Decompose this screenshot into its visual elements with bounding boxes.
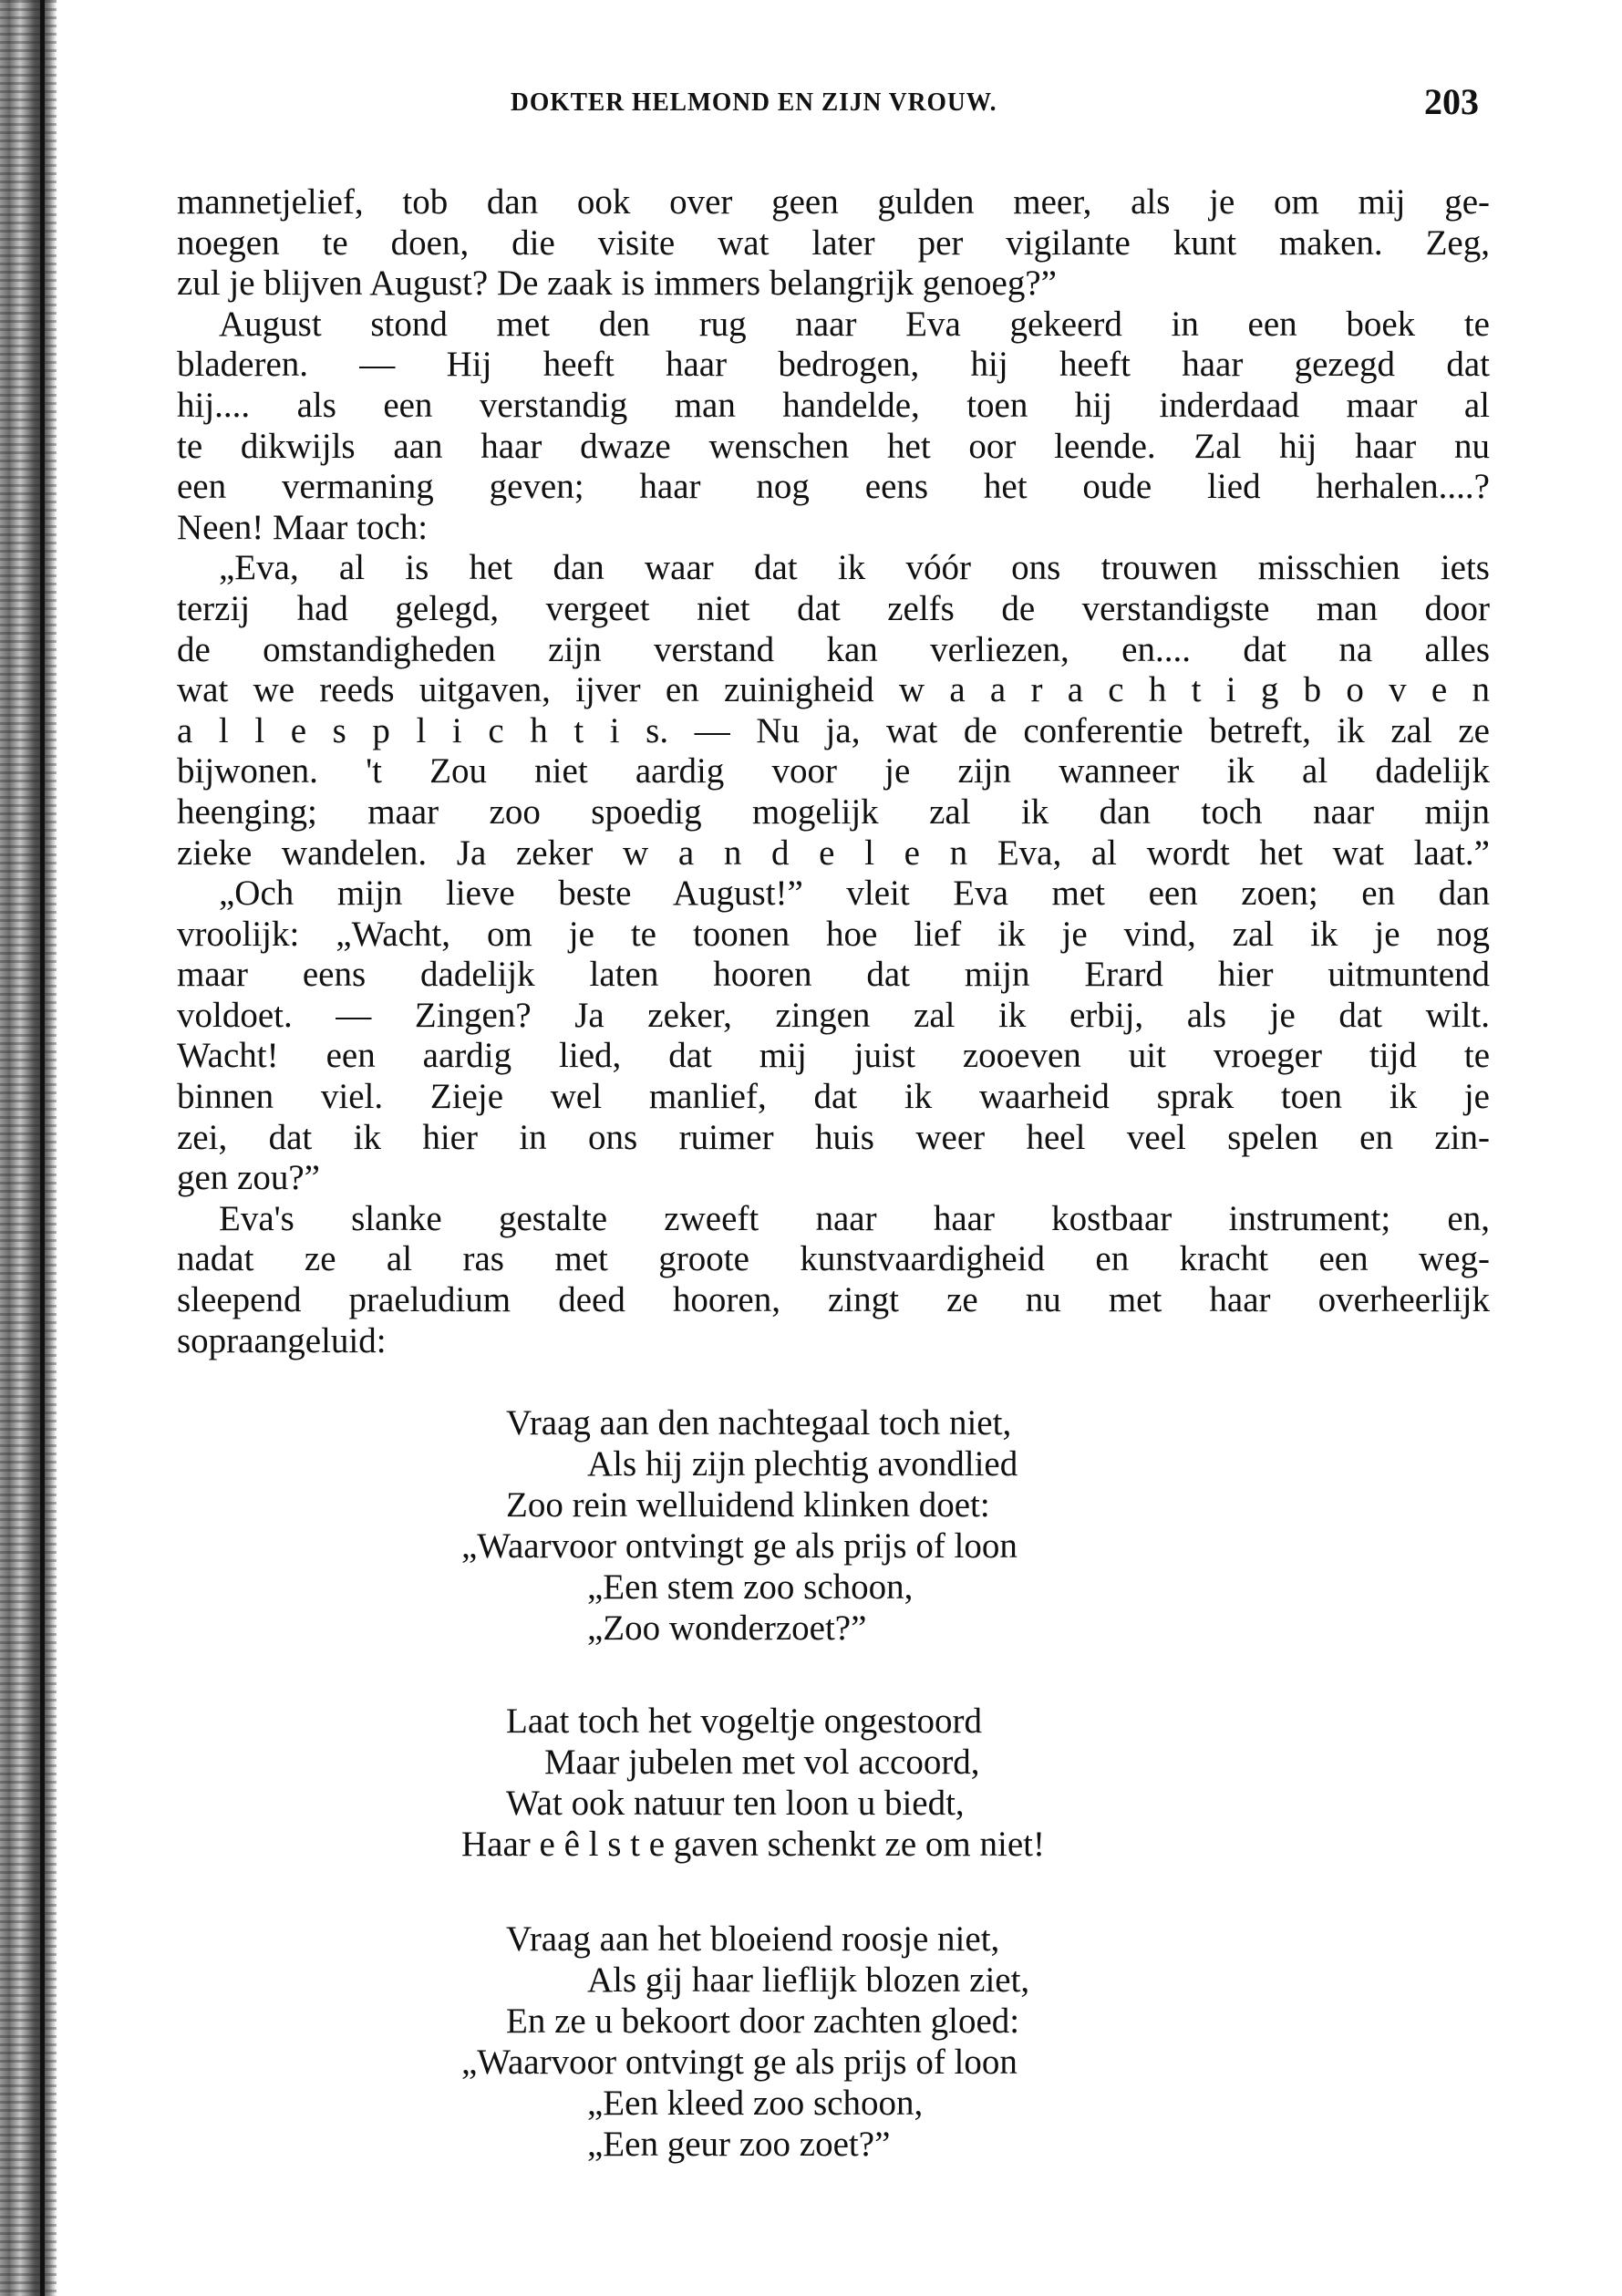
poem-verse: En ze u bekoort door zachten gloed: [506,2001,1020,2041]
text-line: terzij had gelegd, vergeet niet dat zelfs de verstandigste man door [177,588,1490,628]
poem-verse: „Een stem zoo schoon, [587,1567,914,1607]
text-line: Eva's slanke gestalte zweeft naar haar kostbaar instrument; en, [219,1198,1490,1238]
text-line: a l l e s p l i c h t i s. — Nu ja, wat de conferentie betreft, ik zal ze [177,710,1490,750]
text-line: te dikwijls aan haar dwaze wenschen het oor leende. Zal hij haar nu [177,426,1490,466]
text-line: nadat ze al ras met groote kunstvaardigheid en kracht een weg- [177,1239,1490,1279]
page-number: 203 [1424,81,1479,122]
text-line: „Och mijn lieve beste August!” vleit Eva met een zoen; en dan [219,874,1490,914]
poem-verse: Als hij zijn plechtig avondlied [587,1444,1018,1484]
text-line: August stond met den rug naar Eva gekeerd in een boek te [219,304,1490,344]
text-line: sopraangeluid: [177,1320,387,1360]
text-line: een vermaning geven; haar nog eens het oude lied herhalen....? [177,467,1490,507]
poem-verse: Laat toch het vogeltje ongestoord [506,1701,983,1741]
text-line: noegen te doen, die visite wat later per vigilante kunt maken. Zeg, [177,222,1490,263]
text-line: wat we reeds uitgaven, ijver en zuinigheid w a a r a c h t i g b o v e n [177,670,1490,710]
text-line: binnen viel. Zieje wel manlief, dat ik waarheid sprak toen ik je [177,1077,1490,1117]
text-line: Wacht! een aardig lied, dat mij juist zooeven uit vroeger tijd te [177,1036,1490,1076]
text-line: zei, dat ik hier in ons ruimer huis weer heel veel spelen en zin- [177,1117,1490,1157]
text-line: „Eva, al is het dan waar dat ik vóór ons trouwen misschien iets [219,548,1490,588]
prose-body [177,182,1490,1361]
text-line: hij.... als een verstandig man handelde, toen hij inderdaad maar al [177,385,1490,425]
book-binding-edge [0,0,57,2296]
poem-verse: „Een geur zoo zoet?” [587,2125,891,2164]
text-line: maar eens dadelijk laten hooren dat mijn Erard hier uitmuntend [177,955,1490,995]
poem-verse: „Waarvoor ontvingt ge als prijs of loon [461,1526,1018,1566]
text-line: vroolijk: „Wacht, om je te toonen hoe lief ik je vind, zal ik je nog [177,914,1490,954]
poem-verse: „Een kleed zoo schoon, [587,2084,924,2123]
poem-verse: Haar e ê l s t e gaven schenkt ze om niet! [461,1825,1045,1864]
text-line: heenging; maar zoo spoedig mogelijk zal ik dan toch naar mijn [177,791,1490,832]
text-line: gen zou?” [177,1158,320,1198]
poem-verse: Zoo rein welluidend klinken doet: [506,1485,990,1525]
poem-verse: Maar jubelen met vol accoord, [544,1743,980,1782]
text-line: zul je blijven August? De zaak is immers belangrijk genoeg?” [177,264,1057,304]
poem-verse: „Zoo wonderzoet?” [587,1608,867,1648]
text-line: Neen! Maar toch: [177,507,429,547]
poem-verse: Wat ook natuur ten loon u biedt, [506,1784,965,1823]
text-line: voldoet. — Zingen? Ja zeker, zingen zal ik erbij, als je dat wilt. [177,995,1490,1035]
text-line: bladeren. — Hij heeft haar bedrogen, hij heeft haar gezegd dat [177,345,1490,385]
binding-gutter-line [40,0,45,2296]
text-line: de omstandigheden zijn verstand kan verliezen, en.... dat na alles [177,629,1490,669]
poem-verse: „Waarvoor ontvingt ge als prijs of loon [461,2043,1018,2082]
text-line: sleepend praeludium deed hooren, zingt ze nu met haar overheerlijk [177,1280,1490,1320]
poem-verse: Vraag aan den nachtegaal toch niet, [506,1403,1012,1443]
text-line: bijwonen. 't Zou niet aardig voor je zijn wanneer ik al dadelijk [177,751,1490,791]
running-title: DOKTER HELMOND EN ZIJN VROUW. [511,88,997,117]
text-line: mannetjelief, tob dan ook over geen gulden meer, als je om mij ge- [177,182,1490,222]
poem-verse: Vraag aan het bloeiend roosje niet, [506,1919,1000,1959]
text-line: zieke wandelen. Ja zeker w a n d e l e n Eva, al wordt het wat laat.” [177,833,1490,873]
poem-verse: Als gij haar lieflijk blozen ziet, [587,1960,1030,2000]
